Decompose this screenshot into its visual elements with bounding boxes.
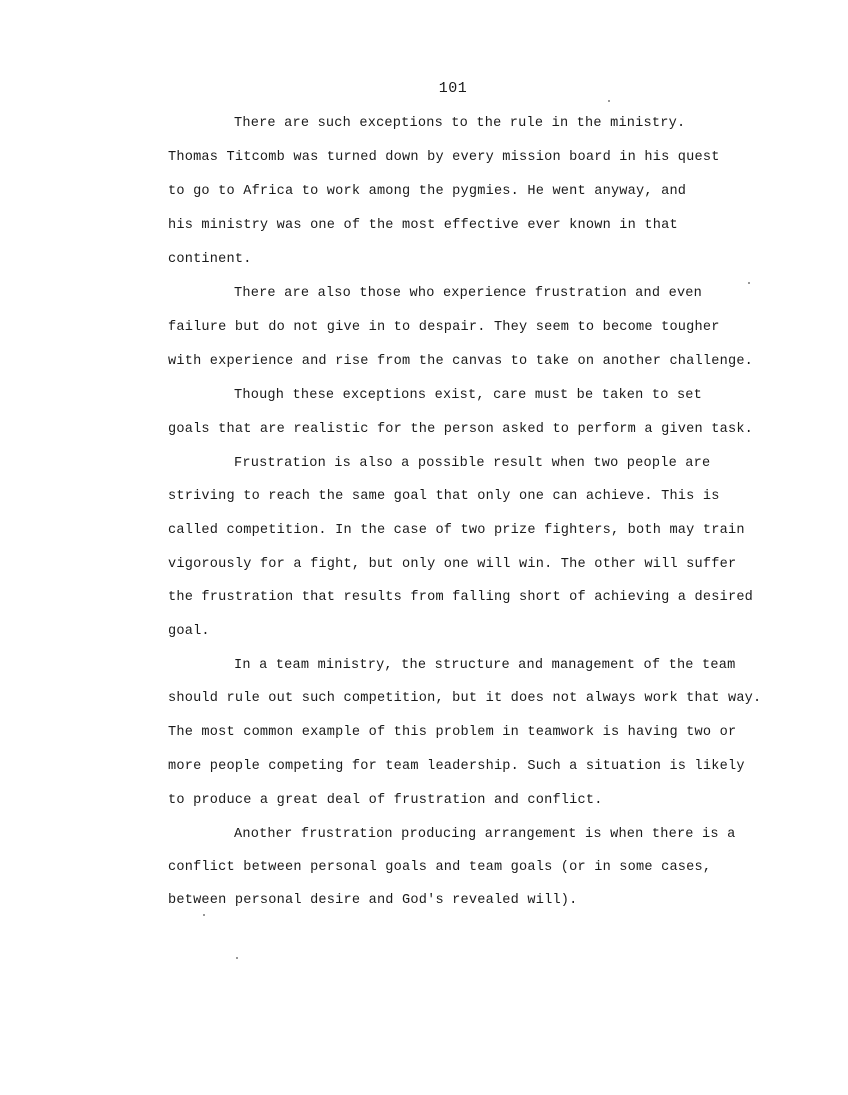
text-line-15: the frustration that results from falling short of achieving a desired: [168, 590, 754, 605]
text-line-8: with experience and rise from the canvas to take on another challenge.: [168, 354, 754, 369]
text-line-10: goals that are realistic for the person asked to perform a given task.: [168, 422, 754, 437]
text-line-5: continent.: [168, 252, 252, 267]
text-line-9: Though these exceptions exist, care must be taken to set: [234, 388, 703, 403]
scan-speck: [748, 282, 750, 284]
text-line-4: his ministry was one of the most effective ever known in that: [168, 218, 678, 233]
page-number: 101: [438, 80, 468, 97]
text-line-11: Frustration is also a possible result when two people are: [234, 456, 711, 471]
text-line-14: vigorously for a fight, but only one will win. The other will suffer: [168, 557, 737, 572]
text-line-17: In a team ministry, the structure and management of the team: [234, 658, 736, 673]
text-line-13: called competition. In the case of two prize fighters, both may train: [168, 523, 745, 538]
text-line-12: striving to reach the same goal that only one can achieve. This is: [168, 489, 720, 504]
text-line-20: more people competing for team leadership. Such a situation is likely: [168, 759, 745, 774]
text-line-6: There are also those who experience frustration and even: [234, 286, 703, 301]
text-line-22: Another frustration producing arrangement is when there is a: [234, 827, 736, 842]
scan-speck: [203, 914, 205, 916]
text-line-1: There are such exceptions to the rule in the ministry.: [234, 116, 686, 131]
text-line-7: failure but do not give in to despair. They seem to become tougher: [168, 320, 720, 335]
text-line-21: to produce a great deal of frustration and conflict.: [168, 793, 603, 808]
scan-speck: [608, 100, 610, 102]
text-line-3: to go to Africa to work among the pygmies. He went anyway, and: [168, 184, 687, 199]
text-line-2: Thomas Titcomb was turned down by every mission board in his quest: [168, 150, 720, 165]
text-line-19: The most common example of this problem in teamwork is having two or: [168, 725, 737, 740]
scan-speck: [236, 957, 238, 959]
text-line-16: goal.: [168, 624, 210, 639]
text-line-24: between personal desire and God's revealed will).: [168, 893, 578, 908]
text-line-18: should rule out such competition, but it does not always work that way.: [168, 691, 762, 706]
text-line-23: conflict between personal goals and team goals (or in some cases,: [168, 860, 712, 875]
